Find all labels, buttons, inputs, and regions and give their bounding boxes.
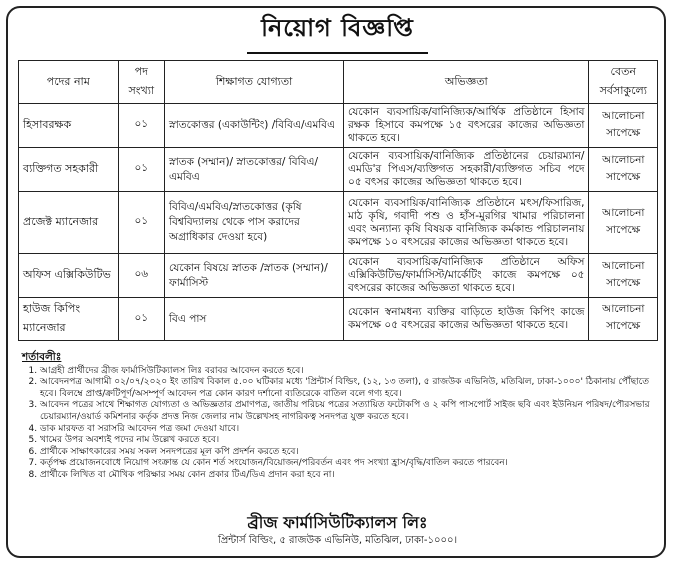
salary: আলোচনা সাপেক্ষে xyxy=(589,192,658,254)
terms-list xyxy=(22,366,652,482)
experience: যেকোন স্বনামধন্য ব্যক্তির বাড়িতে হাউজ কিপিং কাজে কমপক্ষে ০৫ বৎসরের কাজের অভিজ্ঞতা থাকতে হবে। xyxy=(344,298,589,341)
table-row xyxy=(19,254,658,298)
table-row xyxy=(19,298,658,341)
term-item: 6. প্রার্থীকে সাক্ষাৎকারের সময় সকল সনদপত্রের মূল কপি প্রদর্শন করতে হবে। xyxy=(40,447,652,459)
vacancy-table xyxy=(18,60,658,341)
salary: আলোচনা সাপেক্ষে xyxy=(589,148,658,192)
header-salary: বেতন সর্বসাকুল্যে xyxy=(589,61,658,104)
post-name: ব্যক্তিগত সহকারী xyxy=(19,148,119,192)
table-row xyxy=(19,192,658,254)
salary: আলোচনা সাপেক্ষে xyxy=(589,298,658,341)
terms-heading: শর্তাবলীঃ xyxy=(22,351,62,363)
education: স্নাতক (সম্মান)/ স্নাতকোত্তর/ বিবিএ/এমবিএ xyxy=(165,148,344,192)
header-post: পদের নাম xyxy=(19,61,119,104)
table-row xyxy=(19,104,658,148)
term-item: 5. খামের উপর অবশ্যই পদের নাম উল্লেখ করতে হবে। xyxy=(40,435,652,447)
header-count: পদ সংখ্যা xyxy=(118,61,165,104)
post-name: হাউজ কিপিং ম্যানেজার xyxy=(19,298,119,341)
experience: যেকোন ব্যবসায়িক/বানিজ্যিক প্রতিষ্ঠানে মৎস/ফিসারিজ, মাঠ কৃষি, গবাদী পশু ও হাঁস-মুরগির খামার পরিচালনা এবং অন্যান্য কৃষি বিষয়ক বানিজ্যিক কর্মকান্ড পরিচালনায় কমপক্ষে ১০ বৎসরের কাজের অভিজ্ঞতা থাকতে হবে। xyxy=(344,192,589,254)
post-name: অফিস এক্সিকিউটিভ xyxy=(19,254,119,298)
table-header-row xyxy=(19,61,658,104)
terms-section xyxy=(22,352,652,482)
education: যেকোন বিষয়ে স্নাতক /স্নাতক (সম্মান)/ফার্মাসিস্ট xyxy=(165,254,344,298)
education: বিএ পাস xyxy=(165,298,344,341)
post-count: ০১ xyxy=(118,298,165,341)
post-count: ০১ xyxy=(118,148,165,192)
term-item: 3. আবেদন পত্রের সাথে শিক্ষাগত যোগ্যতা ও অভিজ্ঞতার প্রমাণপত্র, জাতীয় পরিচয় পত্রের সত্যায়িত ফটোকপি ও ২ কপি পাসপোর্ট সাইজ ছবি এবং ইউনিয়ন পরিষদ/পৌরসভার চেয়ারম্যান/ওয়ার্ড কমিশনার কর্তৃক প্রদত্ত নিজ জেলার নাম উল্লেখসহ নাগরিকত্ব সনদপত্র যুক্ত করতে হবে। xyxy=(40,400,652,423)
company-name: ব্রীজ ফার্মাসিউটিক্যালস লিঃ xyxy=(247,513,428,532)
header-education: শিক্ষাগত যোগ্যতা xyxy=(165,61,344,104)
term-item: 4. ডাক মারফত বা সরাসরি আবেদন পত্র জমা দেওয়া যাবে। xyxy=(40,424,652,436)
term-item: 7. কর্তৃপক্ষ প্রয়োজনবোধে নিয়োগ সংক্রান্ত যে কোন শর্ত সংযোজন/বিয়োজন/পরিবর্তন এবং পদ সংখ্যা হ্রাস/বৃদ্ধি/বাতিল করতে পারবেন। xyxy=(40,458,652,470)
education: স্নাতকোত্তর (একাউন্টিং) /বিবিএ/এমবিএ xyxy=(165,104,344,148)
post-count: ০১ xyxy=(118,104,165,148)
table-row xyxy=(19,148,658,192)
header-experience: অভিজ্ঞতা xyxy=(344,61,589,104)
term-item: 1. আগ্রহী প্রার্থীদের ব্রীজ ফার্মাসিউটিক্যালস লিঃ বরাবর আবেদন করতে হবে। xyxy=(40,366,652,378)
experience: যেকোন ব্যবসায়িক/বানিজ্যিক/আর্থিক প্রতিষ্ঠানে হিসাব রক্ষক হিসাবে কমপক্ষে ১৫ বৎসরের কাজের অভিজ্ঞতা থাকতে হবে। xyxy=(344,104,589,148)
post-name: হিসাবরক্ষক xyxy=(19,104,119,148)
post-name: প্রজেক্ট ম্যানেজার xyxy=(19,192,119,254)
salary: আলোচনা সাপেক্ষে xyxy=(589,254,658,298)
term-item: 8. প্রার্থীকে লিখিত বা মৌখিক পরিক্ষার সময় কোন প্রকার টিএ/ডিএ প্রদান করা হবে না। xyxy=(40,470,652,482)
salary: আলোচনা সাপেক্ষে xyxy=(589,104,658,148)
company-address: প্রিন্টার্স বিল্ডিং, ৫ রাজউক এভিনিউ, মতিঝিল, ঢাকা-১০০০। xyxy=(217,535,458,546)
notice-title: নিয়োগ বিজ্ঞপ্তি xyxy=(0,10,675,54)
term-item: 2. আবেদনপত্র আগামী ০২/০৭/২০২০ ইং তারিখ বিকাল ৫.০০ ঘটিকার মধ্যে 'প্রিন্টার্স বিল্ডিং, (১২, ১৩ তলা), ৫ রাজউক এভিনিউ, মতিঝিল, ঢাকা-১০০০' ঠিকানায় পৌঁছাতে হবে। বিলম্বে প্রাপ্ত/ক্রটিপূর্ণ/অসম্পূর্ণ আবেদন পত্র কোন কারণ দর্শানো ব্যতিরেকে বাতিল বলে গণ্য হবে। xyxy=(40,377,652,400)
post-count: ০৬ xyxy=(118,254,165,298)
experience: যেকোন ব্যবসায়িক/বানিজ্যিক প্রতিষ্ঠানের চেয়ারম্যান/এমডি'র পিএস/ব্যক্তিগত সহকারী/ব্যক্তিগত সচিব পদে ০৫ বৎসর কাজের অভিজ্ঞতা থাকতে হবে। xyxy=(344,148,589,192)
post-count: ০১ xyxy=(118,192,165,254)
experience: যেকোন ব্যবসায়িক/বানিজ্যিক প্রতিষ্ঠানে অফিস এক্সিকিউটিভ/ফার্মাসিস্ট/মার্কেটিং কাজে কমপক্ষে ০৫ বৎসরের কাজের অভিজ্ঞতা থাকতে হবে। xyxy=(344,254,589,298)
education: বিবিএ/এমবিএ/স্নাতকোত্তর (কৃষি বিশ্ববিদ্যালয় থেকে পাস করাদের অগ্রাধিকার দেওয়া হবে) xyxy=(165,192,344,254)
